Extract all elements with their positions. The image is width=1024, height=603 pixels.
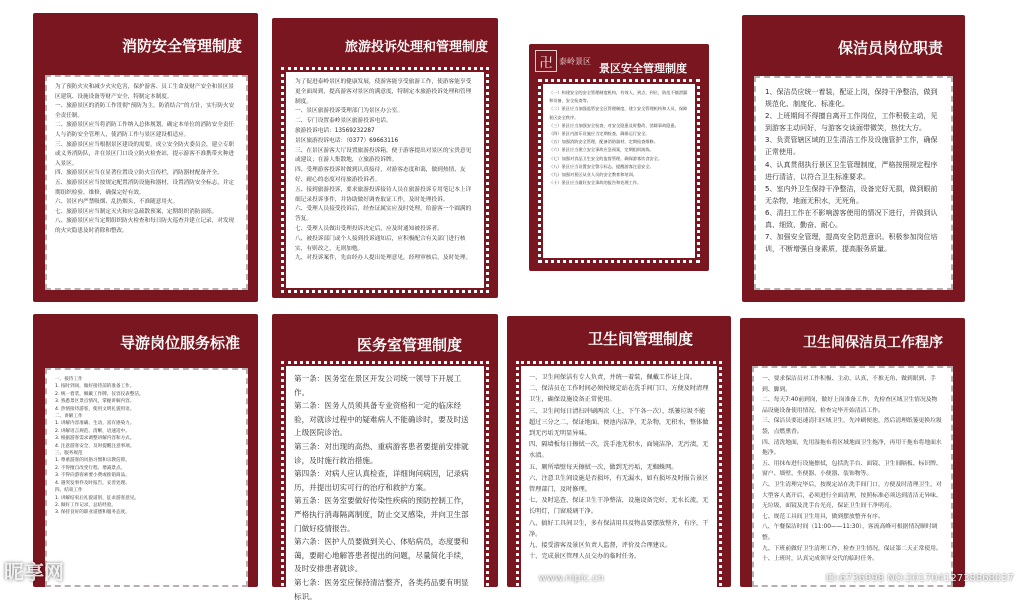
poster-title: 导游岗位服务标准: [119, 334, 240, 352]
watermark-id: ID:6736998 NO:20170412738868037: [825, 573, 1014, 584]
poster-body-text: 为了促进泰岭景区的健康发展，使游客能享受旅游工作，使游客能享受更全面周到，提高游客对景区的满意度，特制定本旅游投诉处理和管理制度。 一、景区旅游投诉受理部门为景区办公室。 二、专门设置泰岭景区旅游投诉电话。 旅游投诉电话：13569232287 景区旅游投诉电话：（0377）69663116 三、在景区游客大厅设置旅游投诉箱，便于游客提出对景区的宝贵意见或建议；在游人集散地，立旅游投诉牌。 四、受理游客投诉时做到认真接待，对游客态度和蔼，做到热情、友好、耐心的态度对待旅游投诉者。 五、接到旅游投诉，要求旅游投诉接待人员在旅游投诉专用笔记本上详细记录投诉事件，并协助做好调查取证工作，及时处理投诉。 六、受理人员接受投诉后，经查证属实应及时处理，给游客一个圆满的答复。 七、受理人员做出受理投诉决定后，应及时通知被投诉者。 八、被投诉部门或个人接到投诉通知后，应积极配合有关部门进行核实，有则改之，无则加勉。 九、对投诉案件，先由经办人提出处理意见，经理审核后，及时处理。: [295, 79, 472, 262]
poster-cleaner-duties: [742, 15, 965, 302]
poster-paper: [543, 84, 695, 258]
poster-body-text: 1、保洁员应统一着装，配证上岗，保持干净整洁，做到规范化、制度化、标准化。 2、上班期间不得擅自离开工作岗位，工作积极主动，见到游客主动问好，与游客交谈面带微笑，热忱大方。 3、负责管辖区域的卫生清洁工作及设施管护工作，确保正常使用。 4、认真贯彻执行景区卫生管理制度，严格按照规定程序进行清洁，以符合卫生标准要求。 5、室内外卫生保持干净整洁，设备完好无损，做到眼前无杂物，地面无积水，无死角。 6、清扫工作在不影响游客使用的情况下进行，并做到认真、细致、勤奋、耐心。 7、加强安全管理，提高安全防范意识。积极参加岗位培训，不断增强自身素质，提高服务质量。: [765, 88, 938, 254]
scenic-logo-icon: 卍: [535, 50, 557, 72]
poster-guide-standards: [33, 314, 258, 587]
poster-title: 景区安全管理制度: [599, 62, 687, 75]
poster-body-text: 一、卫生间保洁有专人负责，并统一着装，佩戴工作证上岗。 二、保洁员在工作时间必须按规定站在洗手间门口，方便及时清理卫生，确保设施设备正常使用。 三、卫生间每日清扫冲刷两次（上、下午各一次），纸篓垃圾不能超过三分之二，保证地面、便池内洁净，无杂物，无积水，整体做到无污垢无明显异味。 四、隔墙板每日擦拭一次，洗手池无积水，面镜洁净，无污渍，无水渍。 五、厕所墙壁每天擦拭一次，做到无污垢，无蜘蛛网。 六、注意卫生间设施是否损坏，有无漏水，如有损坏及时报告景区管理部门，及时修理。 七、及时巡查，保证卫生干净整洁，设施设备完好，无水长流，无长明灯，门窗玻璃干净。 八、搞好工具间卫生，多有保洁用具及物品要摆放整齐，有序，干净。 九、接受游客及景区负责人监督，评价及合理建议。 十、完成景区管理人员交办的临时任务。: [529, 374, 709, 561]
poster-body-text: （一）构建安全的安全管理制度机构，有效人，到点，到位，防范不慎泄漏和设备、安全检查等。 （二）景区应当加强监管安全区管理制度，建立安全管理机构和人员，保障景区安全秩序。 （三）景区应当加强安全检查，对安全隐患及时整改，消除事故隐患。 （四）景区内游乐设施应当定期检查，确保运行安全。 （五）加强消防安全管理，配备消防器材，定期检查维修。 （六）景区应当建立安全事故应急预案，定期组织演练。 （七）加强对食品卫生安全的监督管理，确保游客饮食安全。 （八）景区应当设置安全警示标志，提醒游客注意安全。 （九）加强对景区从业人员的安全教育和培训。 （十）景区应当做好安全事故的报告和处理工作。: [549, 90, 688, 186]
poster-clinic-rules: [272, 314, 498, 601]
poster-fire-safety: [33, 13, 258, 302]
poster-paper: [521, 366, 717, 587]
poster-paper: [45, 368, 248, 587]
poster-paper: [754, 76, 953, 290]
poster-restroom-cleaner-procedure: [740, 318, 965, 587]
poster-body-text: 一、要求保洁员对工作积极、主动、认真、不推无角、做到眼到、手到、脚到。 二、每天7:40前到岗，做好上岗准备工作，先检查区域卫生情况及物品设施设备使用情况，检查完毕开始清洁工作。 三、保洁员要迅速清扫区域卫生，先冲刷便池，然后清理纸篓更换垃圾袋，点燃熏香。 四、清洗地面，先用湿拖布将区域地面卫生拖净，再用干拖布将地面水拖净。 五、用抹布进行设施擦拭，包括洗手台、面镜、卫生间隔板、标识牌、窗户、墙壁、坐便器、小便器、装饰物等。 六、卫生清理完毕后，按规定站在洗手间门口，方便及时清理卫生，对大型客人离开后，必须进行全面清理，按照标准必须达到清洁无异味、无垃圾，面镜及洗手台光亮，保证卫生间干净明亮。 七、规范工具间卫生用具，做到摆放整齐有序。 八、午餐保洁时间（11:00——11:30），客流高峰可根据情况顺时调整。 九、下班前做好卫生清理工作，检查卫生情况，保证第二天正常使用。 十、上班时，认真完成领导交代的临时任务。: [762, 376, 942, 563]
poster-body-text: 为了预防火灾和减少火灾危害，保护游客、员工生命及财产安全和景区景区建筑、设施设备等财产安全，特制定本制度。 一、旅游景区的消防工作贯彻“预防为主，防消结合”的方针，实行防火安全责任制。 二、旅游景区应当将消防工作纳入总体规划，确定本单位的消防安全责任人与消防安全管理人，使消防工作与景区建设相适应。 三、旅游景区应当根据景区建设的需要，成立安全防火委员会，建立专职或义务消防队，并在景区门口设立防火检查站，提示游客不准携带火种进入景区。 四、旅游景区应当在显著位置设立防火宣传栏，消防器材配备齐全。 五、旅游景区应当按规定配置消防设施和器材，设置消防安全标志，并定期组织检验、维修，确保完好有效。 六、景区内严禁吸烟、乱扔烟头，不准随意用火。 七、旅游景区应当制定灭火和应急疏散预案，定期组织消防演练。 八、旅游景区应当定期组织防火检查和每日防火巡查并建立记录，对发现的火灾隐患及时消除和整改。: [55, 84, 235, 234]
watermark-url-text: www.nipic.cn: [538, 573, 604, 584]
poster-title: 旅游投诉处理和管理制度: [344, 40, 488, 55]
poster-body-text: 第一条：医务室在景区开发公司统一领导下开展工作。 第二条：医务人员须具备专业资格和一定的临床经验，对就诊过程中的疑难病人不能确诊时，要及时送上级医院诊治。 第三条：对出现的高热、重病游客患者要提前安排就诊，及时施行救治措施。 第四条：对病人应认真检查，详细询问病因，记录病历，并提出切实可行的治疗和救护方案。 第五条：医务室要做好传染性疾病的预防控制工作，严格执行消毒隔离制度，防止交叉感染，并向卫生部门做好疫情报告。 第六条：医护人员要做到关心、体贴病员，态度要和蔼，要耐心地解答患者提出的问题，尽量简化手续，及时安排患者就诊。 第七条：医务室应保持清洁整齐，各类药品要有明显标识。: [294, 374, 469, 601]
poster-paper: [752, 366, 953, 587]
poster-title: 保洁员岗位职责: [837, 39, 943, 57]
poster-paper: [286, 72, 484, 288]
poster-paper: [45, 75, 248, 290]
poster-title: 卫生间管理制度: [587, 330, 693, 348]
poster-title: 医务室管理制度: [356, 336, 462, 354]
poster-tourist-complaint: [272, 18, 498, 298]
poster-body-text: 一、接待工作 1. 按时到岗，做好接待前的准备工作。 2. 统一着装，佩戴工作牌，仪容仪表整洁。 3. 熟悉景区景点情况，掌握讲解内容。 4. 热情接待游客，使用文明礼貌用语。 二、讲解工作 1. 讲解内容准确、生动，富有感染力。 2. 讲解语言规范、清晰，语速适中。 3. 根据游客需求调整讲解内容和方式。 4. 注意游客安全，及时提醒注意事项。 三、服务规范 1. 尊重游客的风俗习惯和宗教信仰。 2. 不得擅自改变行程、增减景点。 3. 不得向游客索要小费或推销商品。 4. 遇突发事件及时报告，妥善处理。 四、结束工作 1. 讲解结束后礼貌道别，征求游客意见。 2. 做好工作记录，总结经验。 3. 保持良好的职业道德和服务态度。: [55, 377, 144, 516]
poster-paper: [286, 366, 484, 601]
watermark-url: [538, 573, 604, 584]
poster-restroom-rules: [507, 316, 731, 587]
watermark-brand: 昵享网: [4, 560, 64, 584]
poster-scenic-safety: [529, 44, 709, 271]
scenic-logo-text: 泰岭景区: [559, 57, 591, 66]
poster-title: 卫生间保洁员工作程序: [803, 335, 943, 351]
poster-title: 消防安全管理制度: [121, 37, 242, 55]
